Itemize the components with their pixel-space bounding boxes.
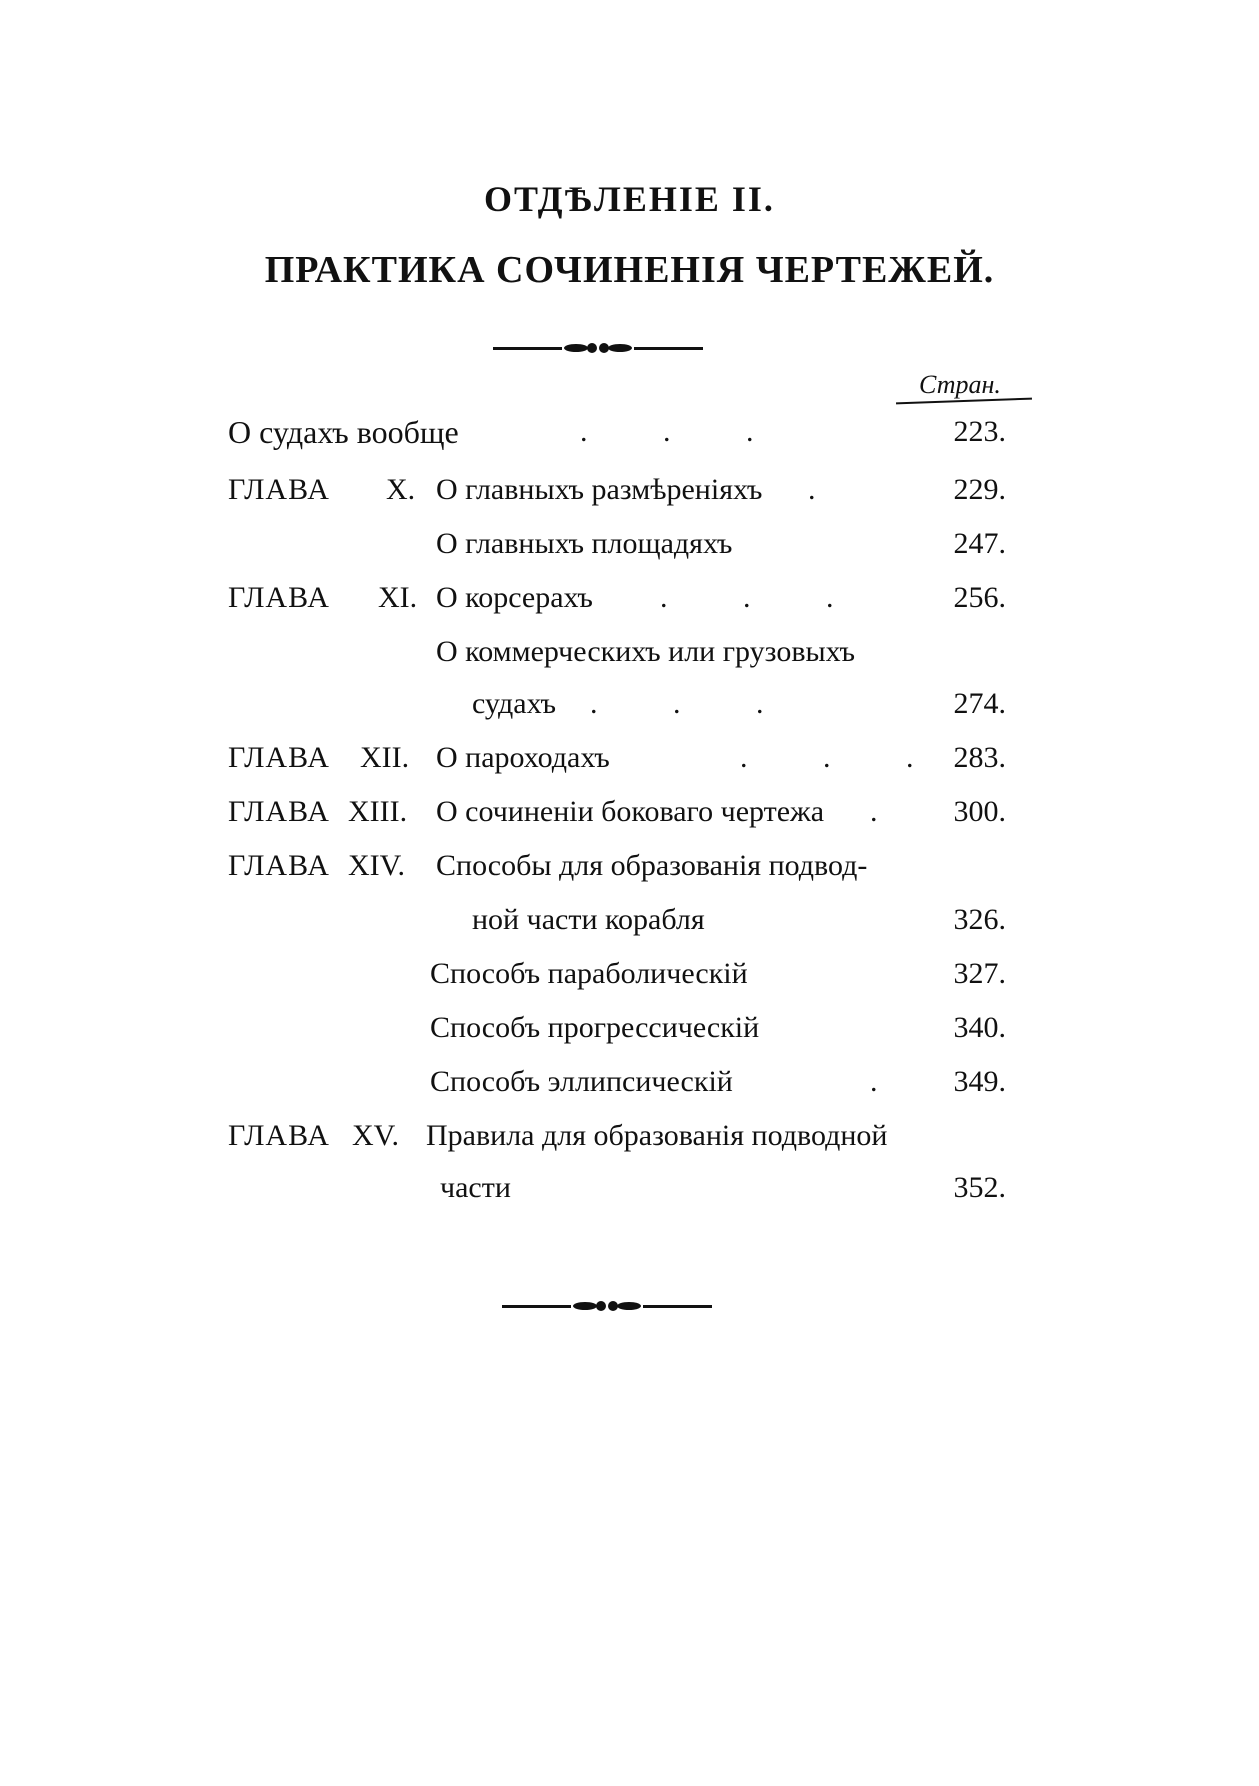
toc-row (0, 734, 1259, 782)
entry-title: О сочиненіи боковаго чертежа (436, 795, 825, 828)
ornament-knot-icon (571, 1299, 643, 1313)
entry-title: О главныхъ площадяхъ (436, 527, 733, 560)
chapter-number: XI. (378, 581, 418, 614)
leader-dots: . . . (660, 581, 868, 614)
page-number: 274. (953, 687, 1006, 720)
part-title: ПРАКТИКА СОЧИНЕНІЯ ЧЕРТЕЖЕЙ. (264, 249, 995, 291)
chapter-label: ГЛАВА (228, 795, 330, 828)
section-title: ОТДѢЛЕНІЕ II. (484, 179, 775, 219)
toc-row (0, 520, 1259, 568)
page-number: 256. (953, 581, 1006, 614)
toc-row (0, 408, 1259, 456)
leader-dots: . (870, 795, 912, 828)
entry-title: Правила для образованія подводной (426, 1119, 888, 1152)
top-ornament-divider (493, 338, 703, 358)
leader-dots: . (808, 473, 850, 506)
leader-dots: . . . (590, 687, 798, 720)
chapter-label: ГЛАВА (228, 581, 330, 614)
toc-row (0, 1004, 1259, 1052)
chapter-label: ГЛАВА (228, 741, 330, 774)
toc-row (0, 466, 1259, 514)
toc-row (0, 950, 1259, 998)
entry-title: Способъ параболическій (430, 957, 748, 990)
page-number: 326. (953, 903, 1006, 936)
page-number: 349. (953, 1065, 1006, 1098)
entry-title: О корсерахъ (436, 581, 593, 614)
chapter-label: ГЛАВА (228, 473, 330, 506)
entry-title: ной части корабля (472, 903, 705, 936)
page-number: 283. (953, 741, 1006, 774)
entry-title: части (440, 1171, 511, 1204)
page-number: 340. (953, 1011, 1006, 1044)
chapter-label: ГЛАВА (228, 1119, 330, 1152)
page-number: 327. (953, 957, 1006, 990)
toc-row (0, 1112, 1259, 1160)
chapter-number: XII. (360, 741, 410, 774)
chapter-label: ГЛАВА (228, 849, 330, 882)
page-number: 247. (953, 527, 1006, 560)
bottom-ornament-divider (502, 1296, 712, 1316)
page-number: 300. (953, 795, 1006, 828)
toc-row (0, 1058, 1259, 1106)
leader-dots: . . . (740, 741, 948, 774)
entry-title: О главныхъ размѣреніяхъ (436, 473, 763, 506)
entry-title: О коммерческихъ или грузовыхъ (436, 635, 856, 668)
page-column-header: Стран. (919, 370, 1001, 399)
toc-row (0, 842, 1259, 890)
entry-title: Способъ эллипсическій (430, 1065, 733, 1098)
toc-row (0, 574, 1259, 622)
toc-row (0, 788, 1259, 836)
toc-row (0, 896, 1259, 944)
chapter-number: X. (386, 473, 416, 506)
page-number: 229. (953, 473, 1006, 506)
leader-dots: . . . (580, 415, 788, 448)
toc-row (0, 628, 1259, 676)
toc-row (0, 1164, 1259, 1212)
page-number: 223. (953, 415, 1006, 448)
toc-row (0, 680, 1259, 728)
entry-title: Способъ прогрессическій (430, 1011, 760, 1044)
leader-dots: . (870, 1065, 912, 1098)
entry-title: судахъ (472, 687, 556, 720)
ornament-knot-icon (562, 341, 634, 355)
chapter-number: XIII. (348, 795, 408, 828)
chapter-number: XV. (352, 1119, 399, 1152)
page-number: 352. (953, 1171, 1006, 1204)
chapter-number: XIV. (348, 849, 405, 882)
entry-title: О пароходахъ (436, 741, 610, 774)
entry-title: Способы для образованія подвод- (436, 849, 868, 882)
entry-title: О судахъ вообще (228, 414, 459, 450)
